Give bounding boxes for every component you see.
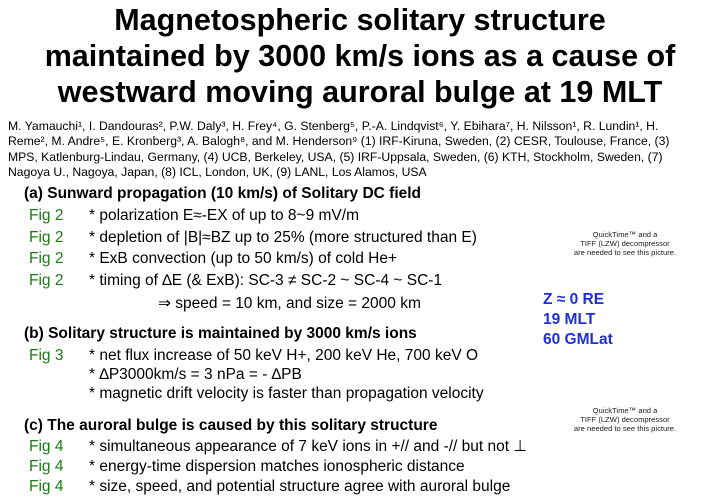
placeholder-line-1: QuickTime™ and a (592, 406, 658, 415)
title-line-1: Magnetospheric solitary structure (114, 3, 606, 37)
section-c-item: * energy-time dispersion matches ionospheric distance (89, 458, 465, 475)
authors-line-4: Nagoya U., Nagoya, Japan, (8) ICL, London, UK, (9) LANL, Los Alamos, USA (8, 165, 427, 180)
fig-label: Fig 2 (29, 250, 64, 267)
section-a-item: * timing of ∆E (& ExB): SC-3 ≠ SC-2 ~ SC-4 ~ SC-1 (89, 272, 443, 289)
placeholder-line-2: TIFF (LZW) decompressor (580, 415, 670, 424)
section-b-item: * magnetic drift velocity is faster than propagation velocity (89, 385, 484, 402)
section-a-item: * depletion of |B|≈BZ up to 25% (more structured than E) (89, 229, 477, 246)
placeholder-line-3: are needed to see this picture. (573, 424, 677, 433)
location-gmlat: 60 GMLat (543, 331, 613, 348)
fig-label: Fig 2 (29, 229, 64, 246)
fig-label: Fig 4 (29, 438, 64, 455)
image-placeholder-top (565, 230, 685, 257)
fig-label: Fig 3 (29, 347, 64, 364)
section-b-heading: (b) Solitary structure is maintained by 3000 km/s ions (24, 325, 417, 342)
section-a-conclusion: ⇒ speed = 10 km, and size = 2000 km (158, 295, 421, 312)
section-a-heading: (a) Sunward propagation (10 km/s) of Solitary DC field (24, 185, 422, 202)
section-a-item-text: * polarization E≈-EX of up to 8~9 mV/m (89, 207, 359, 224)
title-line-2: maintained by 3000 km/s ions as a cause of (44, 39, 676, 73)
section-c-item: * simultaneous appearance of 7 keV ions in +// and -// but not ⊥ (89, 438, 527, 455)
authors-line-2: Reme², M. Andre⁵, E. Kronberg³, A. Balogh⁸, and M. Henderson⁹ (1) IRF-Kiruna, Sweden, (2) CESR, Toulouse, France, (3) (8, 134, 670, 149)
location-mlt: 19 MLT (543, 311, 596, 328)
fig-label: Fig 4 (29, 458, 64, 475)
section-c-heading: (c) The auroral bulge is caused by this solitary structure (24, 417, 438, 434)
authors-line-1: M. Yamauchi¹, I. Dandouras², P.W. Daly³, H. Frey⁴, G. Stenberg⁵, P.-A. Lindqvist⁶, Y. Ebihara⁷, H. Nilsson¹, R. Lundin¹, H. (8, 119, 659, 133)
fig-label: Fig 4 (29, 478, 64, 495)
section-a-item: * ExB convection (up to 50 km/s) of cold He+ (89, 250, 397, 267)
authors-line-3: MPS, Katlenburg-Lindau, Germany, (4) UCB, Berkeley, USA, (5) IRF-Uppsala, Sweden, (6) KTH, Stockholm, Sweden, (7) (8, 149, 663, 164)
fig-label: Fig 2 (29, 272, 64, 289)
placeholder-line-2: TIFF (LZW) decompressor (580, 239, 670, 248)
author-list (8, 119, 714, 181)
fig-label: Fig 2 (29, 207, 64, 224)
placeholder-line-3: are needed to see this picture. (573, 248, 677, 257)
section-c-item: * size, speed, and potential structure agree with auroral bulge (89, 478, 511, 495)
slide-title (0, 2, 720, 110)
section-a-item (89, 206, 359, 225)
section-b-item: * ∆P3000km/s = 3 nPa = - ∆PB (89, 366, 302, 383)
location-z: Z ≈ 0 RE (543, 291, 605, 308)
section-b-item: * net flux increase of 50 keV H+, 200 keV He, 700 keV O (89, 347, 479, 364)
placeholder-line-1: QuickTime™ and a (592, 230, 658, 239)
image-placeholder-bottom (565, 406, 685, 433)
title-line-3: westward moving auroral bulge at 19 MLT (57, 75, 663, 109)
